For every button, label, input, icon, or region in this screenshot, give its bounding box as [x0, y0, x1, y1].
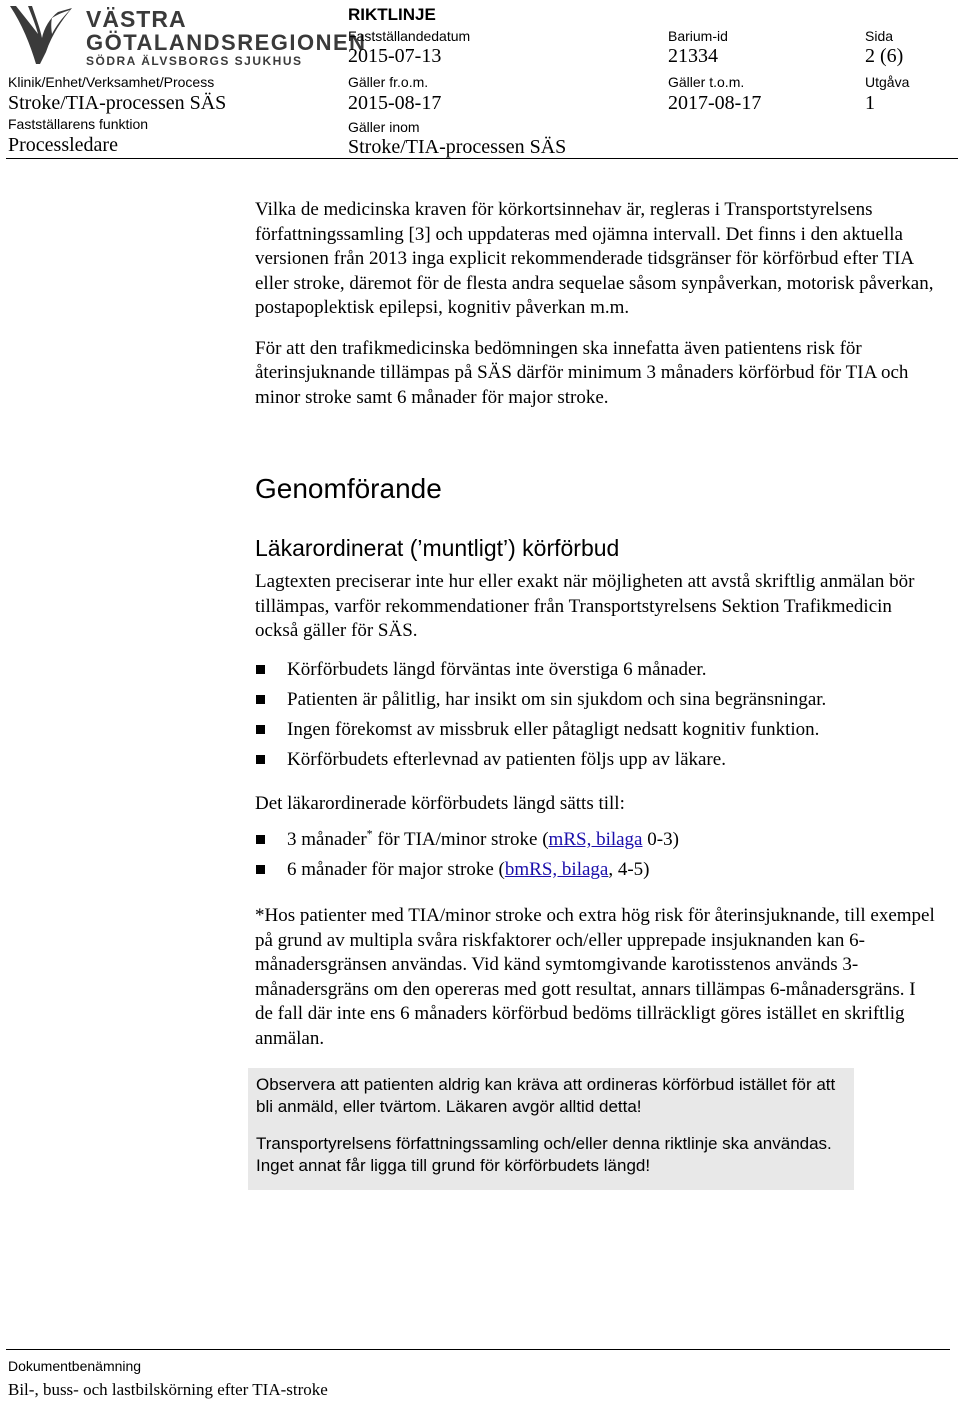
function-label: Fastställarens funktion	[8, 116, 149, 132]
established-date-label: Fastställandedatum	[348, 28, 471, 44]
bmrs-appendix-link[interactable]: bmRS, bilaga	[504, 859, 609, 880]
scope-value: Stroke/TIA-processen SÄS	[348, 136, 567, 158]
list-item	[255, 858, 935, 882]
document-body	[255, 198, 935, 1067]
valid-to-value: 2017-08-17	[668, 92, 762, 114]
page-number: 2 (6)	[865, 45, 904, 67]
valid-from-value: 2015-08-17	[348, 92, 442, 114]
paragraph-regulations: Vilka de medicinska kraven för körkortsinnehav är, regleras i Transportstyrelsens författningssamling [3] och uppdateras med ojämna intervall. Det finns i den aktuella versionen från 2013 inga explicit rekommenderade tidsgränser för körförbud efter TIA eller stroke, däremot för de flesta andra sequelae såsom synpåverkan, motorisk påverkan, postapoplektisk epilepsi, kognitiv påverkan m.m.	[255, 199, 934, 318]
established-date-value: 2015-07-13	[348, 45, 442, 67]
note-text: Transportyrelsens författningssamling och/eller denna riktlinje ska användas. Inget annat får ligga till grund för körförbudets längd!	[256, 1134, 832, 1175]
organization-logo	[6, 4, 367, 68]
list-item: Ingen förekomst av missbruk eller påtagligt nedsatt kognitiv funktion.	[255, 718, 935, 742]
duration-text: 3 månader	[287, 829, 367, 850]
header-divider	[6, 158, 958, 159]
paragraph-length-intro: Det läkarordinerade körförbudets längd sätts till:	[255, 792, 625, 814]
duration-text: 0-3)	[642, 829, 679, 850]
list-item	[255, 828, 935, 852]
edition-label: Utgåva	[865, 74, 910, 90]
footnote-marker: *	[366, 826, 373, 841]
document-name-label: Dokumentbenämning	[8, 1358, 142, 1374]
footer-divider	[6, 1349, 950, 1350]
valid-from-label: Gäller fr.o.m.	[348, 74, 429, 90]
document-type: RIKTLINJE	[348, 5, 436, 24]
barium-id-value: 21334	[668, 45, 718, 67]
unit-value: Stroke/TIA-processen SÄS	[8, 92, 227, 114]
logo-line-2: GÖTALANDSREGIONEN	[86, 30, 367, 55]
logo-line-3: SÖDRA ÄLVSBORGS SJUKHUS	[86, 54, 303, 68]
note-box	[248, 1068, 854, 1190]
duration-text: för TIA/minor stroke (	[372, 829, 549, 850]
paragraph-footnote: *Hos patienter med TIA/minor stroke och extra hög risk för återinsjuknande, till exempel på grund av multipla svåra riskfaktorer och/eller upprepade insjuknanden kan 6-månadersgränsen användas. Vid känd symtomgivande karotisstenos används 3-månadersgräns om den opereras med gott resultat, annars tillämpas 6-månadersgräns. I de fall där inte ens 6 månaders körförbud bedöms tillräckligt göres istället en skriftlig anmälan.	[255, 905, 935, 1049]
edition-value: 1	[865, 92, 875, 114]
unit-label: Klinik/Enhet/Verksamhet/Process	[8, 74, 215, 90]
logo-line-1: VÄSTRA	[86, 6, 187, 32]
criteria-list	[255, 658, 935, 772]
mrs-appendix-link[interactable]: mRS, bilaga	[548, 829, 643, 850]
duration-text: 6 månader för major stroke (	[287, 859, 505, 880]
sub-heading: Läkarordinerat (’muntligt’) körförbud	[255, 535, 620, 561]
duration-list	[255, 828, 935, 882]
list-item: Körförbudets längd förväntas inte överstiga 6 månader.	[255, 658, 935, 682]
duration-text: , 4-5)	[608, 859, 650, 880]
section-heading: Genomförande	[255, 473, 442, 504]
paragraph-assessment: För att den trafikmedicinska bedömningen ska innefatta även patientens risk för återinsjuknande tillämpas på SÄS därför minimum 3 månaders körförbud för TIA och minor stroke samt 6 månader för major stroke.	[255, 337, 909, 408]
document-name-value: Bil-, buss- och lastbilskörning efter TIA-stroke	[8, 1380, 328, 1399]
paragraph-law-text: Lagtexten preciserar inte hur eller exakt när möjligheten att avstå skriftlig anmälan bör tillämpas, varför rekommendationer från Transportstyrelsens Sektion Trafikmedicin också gäller för SÄS.	[255, 571, 915, 641]
page-label: Sida	[865, 28, 894, 44]
note-text: Observera att patienten aldrig kan kräva att ordineras körförbud istället för att bli anmäld, eller tvärtom. Läkaren avgör alltid detta!	[256, 1075, 836, 1116]
function-value: Processledare	[8, 134, 118, 156]
list-item: Körförbudets efterlevnad av patienten följs upp av läkare.	[255, 748, 935, 772]
list-item: Patienten är pålitlig, har insikt om sin sjukdom och sina begränsningar.	[255, 688, 935, 712]
valid-to-label: Gäller t.o.m.	[668, 74, 745, 90]
logo-symbol-icon	[6, 4, 76, 66]
scope-label: Gäller inom	[348, 119, 420, 135]
barium-id-label: Barium-id	[668, 28, 728, 44]
